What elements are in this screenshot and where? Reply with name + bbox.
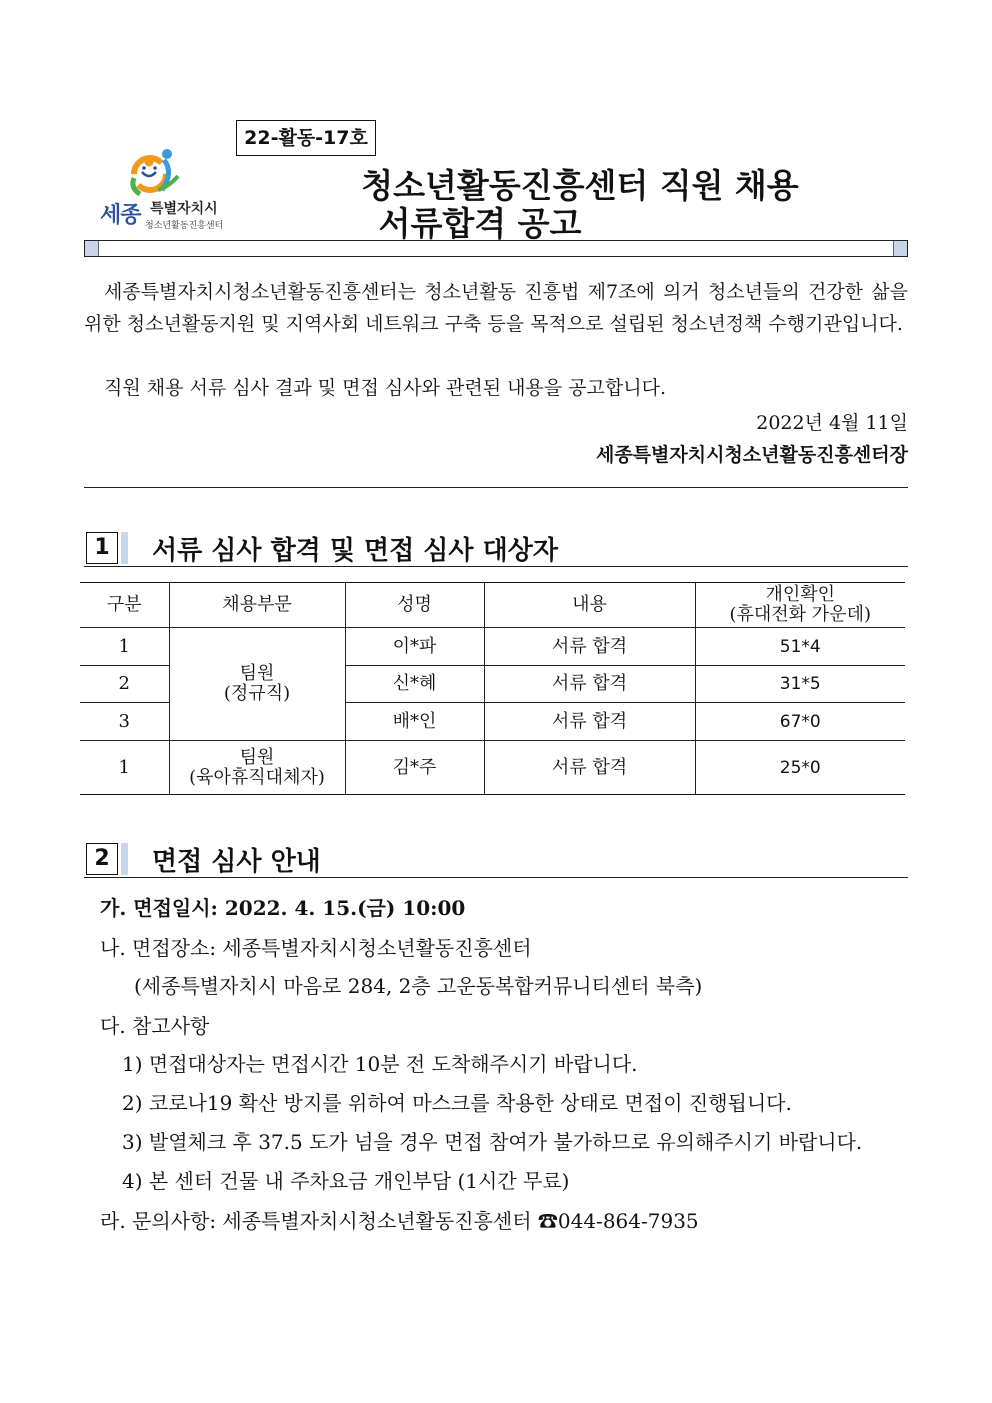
notice-date: 2022년 4월 11일	[756, 412, 908, 434]
logo-wordmark: 세종	[100, 203, 141, 228]
cell-no: 2	[80, 666, 169, 703]
notice-signer: 세종특별자치시청소년활동진흥센터장	[595, 444, 908, 466]
contact-line: 라. 문의사항: 세종특별자치시청소년활동진흥센터 ☎044-864-7935	[100, 1209, 699, 1233]
cell-phone-check: 25*0	[695, 741, 905, 795]
interview-date: 가. 면접일시: 2022. 4. 15.(금) 10:00	[100, 896, 466, 920]
col-header-content: 내용	[484, 583, 695, 628]
col-header-name: 성명	[345, 583, 484, 628]
cell-no: 1	[80, 741, 169, 795]
table-row	[80, 741, 905, 795]
department-type: (육아휴직대체자)	[189, 766, 325, 788]
table-header-row	[80, 583, 905, 628]
cell-name: 이*파	[345, 628, 484, 666]
section1-title: 서류 심사 합격 및 면접 심사 대상자	[152, 536, 558, 566]
page-title: 청소년활동진흥센터 직원 채용	[361, 166, 799, 205]
intro-notice: 직원 채용 서류 심사 결과 및 면접 심사와 관련된 내용을 공고합니다.	[104, 377, 666, 399]
section1-rule	[84, 566, 908, 567]
section2-title: 면접 심사 안내	[152, 847, 321, 877]
cell-no: 1	[80, 628, 169, 666]
department-role: 팀원	[239, 663, 275, 684]
col-header-department: 채용부문	[169, 583, 345, 628]
note-item: 4) 본 센터 건물 내 주차요금 개인부담 (1시간 무료)	[122, 1169, 570, 1193]
document-number: 22-활동-17호	[236, 120, 376, 156]
interview-address: (세종특별자치시 마음로 284, 2층 고운동복합커뮤니티센터 북측)	[134, 974, 703, 998]
cell-no: 3	[80, 703, 169, 741]
col-header-identity-line2: (휴대전화 가운데)	[729, 604, 871, 625]
cell-result: 서류 합격	[484, 628, 695, 666]
note-item: 3) 발열체크 후 37.5 도가 넘을 경우 면접 참여가 불가하므로 유의해주시기 바랍니다.	[122, 1130, 863, 1154]
cell-name: 배*인	[345, 703, 484, 741]
cell-phone-check: 67*0	[695, 703, 905, 741]
divider	[84, 487, 908, 488]
col-header-identity-line1: 개인확인	[765, 584, 836, 605]
cell-result: 서류 합격	[484, 741, 695, 795]
logo-city: 특별자치시	[150, 201, 218, 217]
col-header-category: 구분	[80, 583, 169, 628]
title-bar-left-square	[85, 241, 99, 256]
applicant-table	[80, 582, 905, 795]
title-bar	[84, 240, 908, 257]
intro-paragraph: 세종특별자치시청소년활동진흥센터는 청소년활동 진흥법 제7조에 의거 청소년들의 건강한 삶을 위한 청소년활동지원 및 지역사회 네트워크 구축 등을 목적으로 설립된 청소년정책 수행기관입니다.	[84, 281, 908, 335]
title-bar-right-square	[893, 241, 907, 256]
section2-rule	[84, 877, 908, 878]
page-subtitle: 서류합격 공고	[378, 204, 582, 243]
department-role: 팀원	[239, 746, 275, 768]
section2-number: 2	[86, 843, 118, 875]
section1-number: 1	[86, 532, 118, 564]
cell-phone-check: 31*5	[695, 666, 905, 703]
cell-name: 김*주	[345, 741, 484, 795]
cell-name: 신*혜	[345, 666, 484, 703]
cell-result: 서류 합격	[484, 703, 695, 741]
interview-place: 나. 면접장소: 세종특별자치시청소년활동진흥센터	[100, 936, 532, 960]
section1-accent-bar	[121, 532, 128, 564]
notes-title: 다. 참고사항	[100, 1014, 210, 1038]
table-row	[80, 628, 905, 666]
section2-accent-bar	[121, 843, 128, 875]
col-header-identity	[695, 583, 905, 628]
cell-phone-check: 51*4	[695, 628, 905, 666]
note-item: 2) 코로나19 확산 방지를 위하여 마스크를 착용한 상태로 면접이 진행됩니다.	[122, 1091, 792, 1115]
cell-department	[169, 741, 345, 795]
note-item: 1) 면접대상자는 면접시간 10분 전 도착해주시기 바랍니다.	[122, 1052, 638, 1076]
department-type: (정규직)	[223, 683, 291, 704]
cell-department	[169, 628, 345, 741]
cell-result: 서류 합격	[484, 666, 695, 703]
logo-org-name: 청소년활동진흥센터	[145, 221, 224, 231]
